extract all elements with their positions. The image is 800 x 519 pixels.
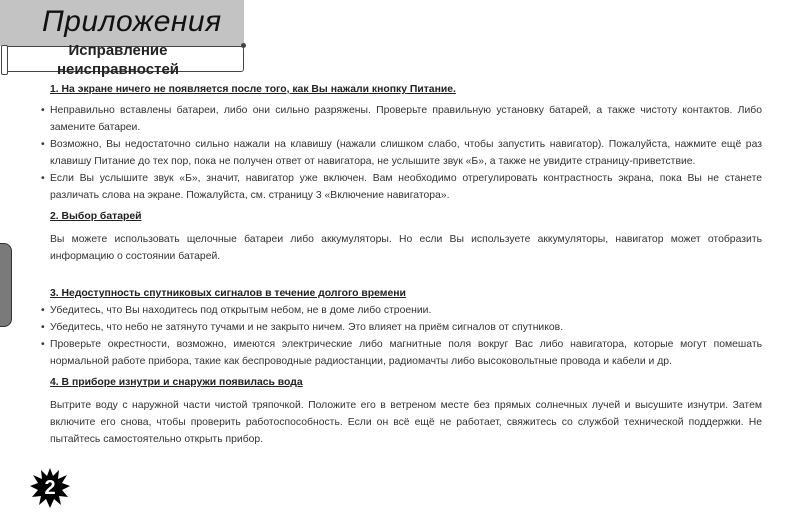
bullet-icon: • (41, 105, 45, 116)
frame-cap (1, 45, 8, 75)
list-item: • Убедитесь, что Вы находитесь под открытым небом, не в доме либо строении. (50, 302, 762, 319)
list-item: • Убедитесь, что небо не затянуто тучами и не закрыто ничем. Это влияет на приём сигналов от спутников. (50, 319, 762, 336)
bullet-icon: • (41, 339, 45, 350)
troubleshooting-content (41, 81, 762, 448)
bullet-icon: • (41, 322, 45, 333)
page-number-badge (30, 468, 70, 508)
bullet-icon: • (41, 173, 45, 184)
section-subtitle: Исправление неисправностей (56, 42, 180, 78)
frame-dot (241, 43, 246, 48)
section-1-heading: 1. На экране ничего не появляется после того, как Вы нажали кнопку Питание. (50, 84, 456, 95)
list-item: • Проверьте окрестности, возможно, имеются электрические либо магнитные поля вокруг Вас либо навигатора, которые могут помешать нормальной работе прибора, такие как беспроводные радиостанции, радиомачты либо высоковольтные провода и кабели и др. (50, 336, 762, 370)
list-item: • Возможно, Вы недостаточно сильно нажали на клавишу (нажали слишком слабо, чтобы запустить навигатор). Пожалуйста, нажмите ещё раз клавишу Питание до тех пор, пока не получен ответ от навигатора, не услышите звук «Б», а также не увидите страницу-приветствие. (50, 136, 762, 170)
section-2-text: Вы можете использовать щелочные батареи либо аккумуляторы. Но если Вы используете аккумуляторы, навигатор может отобразить информацию о состоянии батарей. (50, 234, 762, 262)
section-4-heading: 4. В приборе изнутри и снаружи появилась вода (50, 377, 303, 388)
page-number: 2 (44, 477, 56, 499)
side-tab-marker (0, 243, 12, 327)
list-item: • Если Вы услышите звук «Б», значит, навигатор уже включен. Вам необходимо отрегулировать контрастность экрана, пока Вы не станете различать слова на экране. Пожалуйста, см. страницу 3 «Включение навигатора». (50, 170, 762, 204)
bullet-icon: • (41, 305, 45, 316)
page-title: Приложения (42, 5, 222, 38)
section-2-heading: 2. Выбор батарей (50, 211, 142, 222)
list-item: • Неправильно вставлены батареи, либо они сильно разряжены. Проверьте правильную установку батарей, а также чистоту контактов. Либо замените батареи. (50, 102, 762, 136)
section-3-heading: 3. Недоступность спутниковых сигналов в течение долгого времени (50, 288, 406, 299)
section-4-text: Вытрите воду с наружной части чистой тряпочкой. Положите его в ветреном месте без прямых солнечных лучей и высушите изнутри. Затем включите его снова, чтобы проверить работоспособность. Если он всё ещё не работает, свяжитесь со службой технической поддержки. Не пытайтесь самостоятельно открыть прибор. (50, 400, 762, 445)
bullet-icon: • (41, 139, 45, 150)
